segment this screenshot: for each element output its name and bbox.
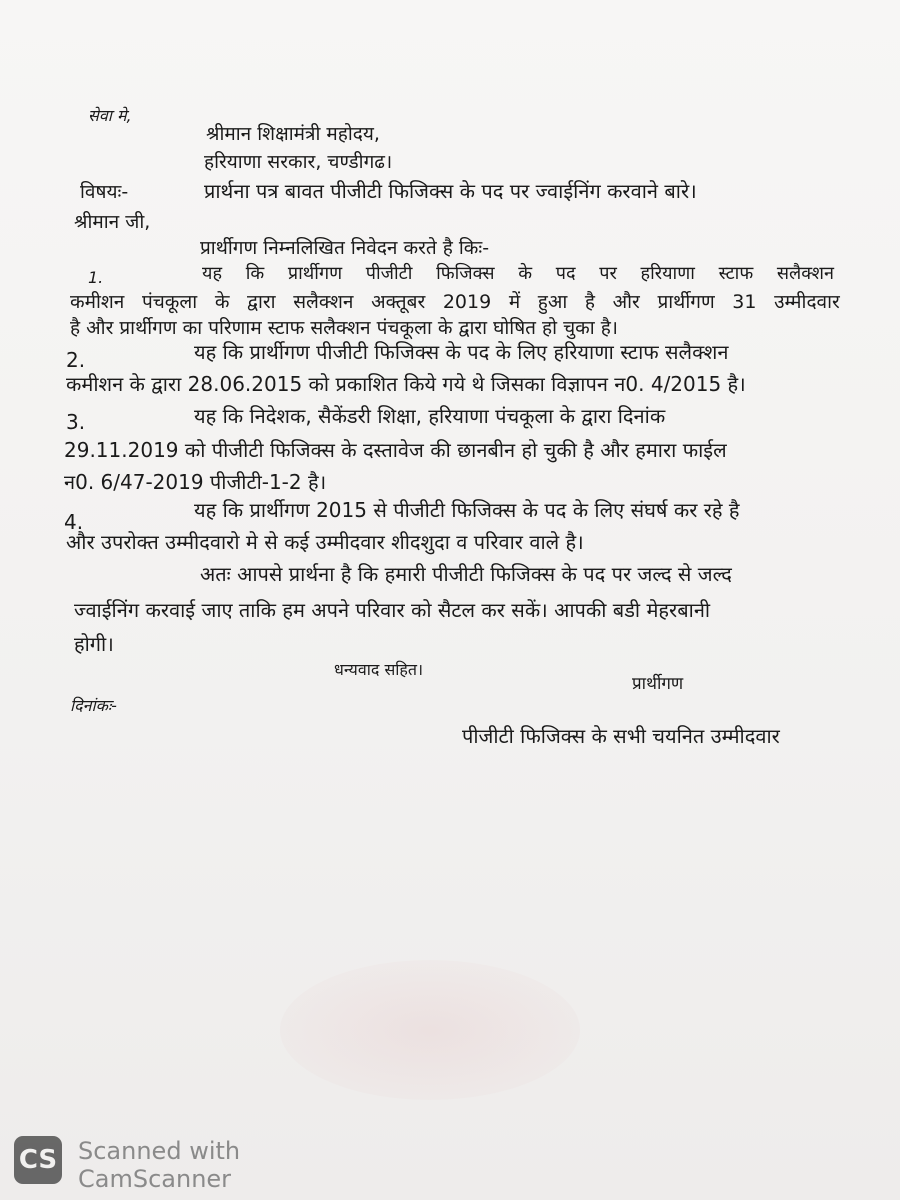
- point-3-line-3: न0. 6/47-2019 पीजीटी-1-2 है।: [64, 470, 327, 494]
- request-line-2: ज्वाईनिंग करवाई जाए ताकि हम अपने परिवार को सैटल कर सकें। आपकी बडी मेहरबानी: [74, 598, 711, 622]
- signatory-label: प्रार्थीगण: [632, 674, 684, 694]
- request-line-1: अतः आपसे प्रार्थना है कि हमारी पीजीटी फिजिक्स के पद पर जल्द से जल्द: [200, 562, 732, 586]
- watermark-line-2: CamScanner: [78, 1165, 232, 1193]
- intro-line: प्रार्थीगण निम्नलिखित निवेदन करते है किः-: [200, 237, 490, 259]
- request-line-3: होगी।: [74, 632, 114, 656]
- point-number: 3.: [66, 410, 86, 434]
- point-number: 2.: [66, 348, 86, 372]
- point-1-line-1: यह कि प्रार्थीगण पीजीटी फिजिक्स के पद पर हरियाणा स्टाफ सलैक्शन: [202, 263, 834, 284]
- paper-stain: [280, 960, 580, 1100]
- watermark-line-1: Scanned with: [78, 1137, 241, 1165]
- date-label: दिनांकः-: [70, 696, 117, 715]
- point-number: 4.: [64, 510, 84, 534]
- point-3-line-1: यह कि निदेशक, सैकेंडरी शिक्षा, हरियाणा पंचकूला के द्वारा दिनांक: [194, 404, 666, 428]
- subject-label: विषयः-: [80, 181, 129, 203]
- point-4-line-1: यह कि प्रार्थीगण 2015 से पीजीटी फिजिक्स के पद के लिए संघर्ष कर रहे है: [194, 498, 740, 522]
- point-1-line-3: है और प्रार्थीगण का परिणाम स्टाफ सलैक्शन पंचकूला के द्वारा घोषित हो चुका है।: [70, 317, 619, 339]
- greeting: श्रीमान जी,: [74, 211, 151, 233]
- camscanner-logo-icon: CS: [14, 1136, 62, 1184]
- point-2-line-2: कमीशन के द्वारा 28.06.2015 को प्रकाशित किये गये थे जिसका विज्ञापन न0. 4/2015 है।: [66, 372, 746, 396]
- salutation-to: सेवा मे,: [88, 106, 132, 125]
- subject-text: प्रार्थना पत्र बावत पीजीटी फिजिक्स के पद पर ज्वाईनिंग करवाने बारे।: [204, 179, 697, 203]
- point-2-line-1: यह कि प्रार्थीगण पीजीटी फिजिक्स के पद के लिए हरियाणा स्टाफ सलैक्शन: [194, 340, 729, 364]
- point-1-line-2: कमीशन पंचकूला के द्वारा सलैक्शन अक्तूबर 2019 में हुआ है और प्रार्थीगण 31 उम्मीदवार: [70, 291, 840, 313]
- addressee-line-1: श्रीमान शिक्षामंत्री महोदय,: [206, 123, 380, 145]
- point-3-line-2: 29.11.2019 को पीजीटी फिजिक्स के दस्तावेज की छानबीन हो चुकी है और हमारा फाईल: [64, 438, 727, 462]
- signatory-name: पीजीटी फिजिक्स के सभी चयनित उम्मीदवार: [462, 724, 780, 748]
- point-4-line-2: और उपरोक्त उम्मीदवारो मे से कई उम्मीदवार शीदशुदा व परिवार वाले है।: [66, 530, 584, 554]
- point-number: 1.: [88, 268, 104, 287]
- thanks-line: धन्यवाद सहित।: [334, 660, 424, 679]
- addressee-line-2: हरियाणा सरकार, चण्डीगढ।: [204, 151, 393, 173]
